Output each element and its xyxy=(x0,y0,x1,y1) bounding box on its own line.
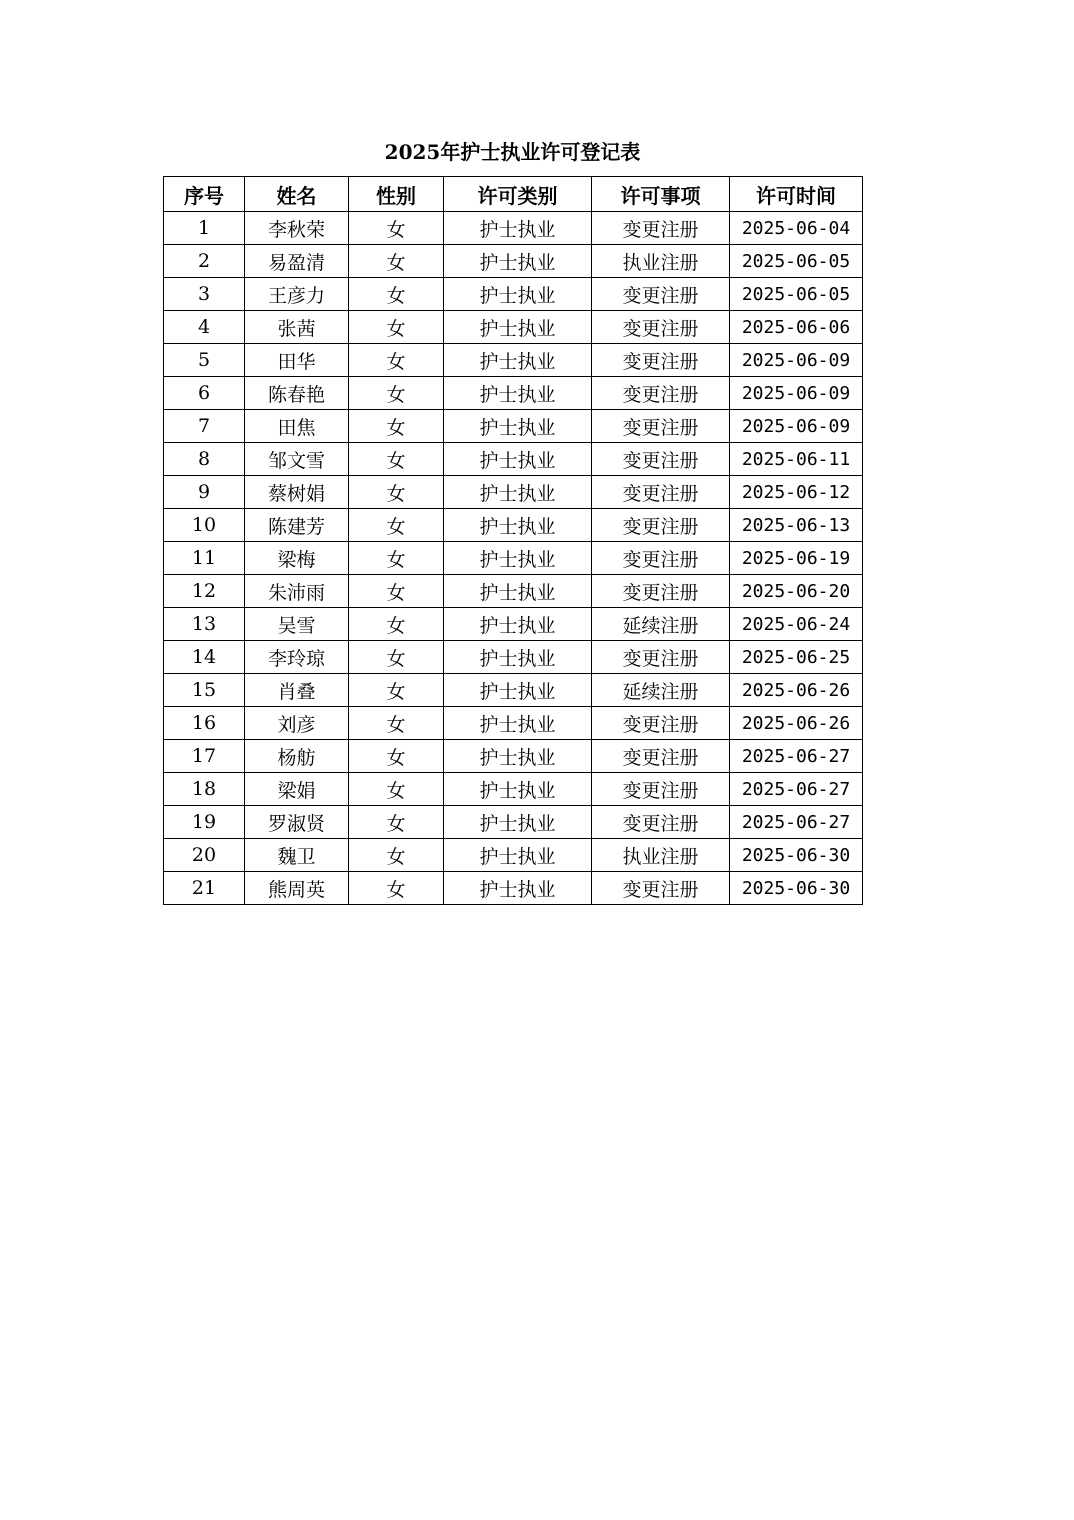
cell-name: 易盈清 xyxy=(245,245,349,278)
cell-license-category: 护士执业 xyxy=(444,311,592,344)
cell-gender: 女 xyxy=(349,212,444,245)
cell-gender: 女 xyxy=(349,542,444,575)
cell-license-date: 2025-06-09 xyxy=(730,377,863,410)
cell-license-item: 变更注册 xyxy=(592,476,730,509)
cell-name: 朱沛雨 xyxy=(245,575,349,608)
cell-gender: 女 xyxy=(349,608,444,641)
cell-license-date: 2025-06-30 xyxy=(730,872,863,905)
cell-index: 6 xyxy=(164,377,245,410)
cell-license-category: 护士执业 xyxy=(444,806,592,839)
cell-index: 1 xyxy=(164,212,245,245)
column-header-index: 序号 xyxy=(164,177,245,212)
cell-index: 14 xyxy=(164,641,245,674)
cell-license-item: 变更注册 xyxy=(592,311,730,344)
table-row xyxy=(164,608,863,641)
cell-gender: 女 xyxy=(349,707,444,740)
cell-license-item: 变更注册 xyxy=(592,542,730,575)
cell-license-item: 变更注册 xyxy=(592,575,730,608)
cell-license-item: 变更注册 xyxy=(592,641,730,674)
cell-license-date: 2025-06-30 xyxy=(730,839,863,872)
cell-index: 19 xyxy=(164,806,245,839)
cell-license-category: 护士执业 xyxy=(444,707,592,740)
cell-name: 李玲琼 xyxy=(245,641,349,674)
cell-license-category: 护士执业 xyxy=(444,608,592,641)
cell-index: 21 xyxy=(164,872,245,905)
cell-license-date: 2025-06-26 xyxy=(730,707,863,740)
cell-name: 肖叠 xyxy=(245,674,349,707)
cell-name: 田华 xyxy=(245,344,349,377)
license-register-table xyxy=(163,176,863,905)
cell-index: 13 xyxy=(164,608,245,641)
cell-gender: 女 xyxy=(349,674,444,707)
cell-license-category: 护士执业 xyxy=(444,476,592,509)
cell-index: 5 xyxy=(164,344,245,377)
table-row xyxy=(164,509,863,542)
cell-license-item: 变更注册 xyxy=(592,773,730,806)
cell-name: 李秋荣 xyxy=(245,212,349,245)
cell-index: 10 xyxy=(164,509,245,542)
cell-license-date: 2025-06-27 xyxy=(730,806,863,839)
cell-gender: 女 xyxy=(349,509,444,542)
cell-name: 魏卫 xyxy=(245,839,349,872)
cell-index: 18 xyxy=(164,773,245,806)
cell-name: 陈建芳 xyxy=(245,509,349,542)
table-row xyxy=(164,443,863,476)
cell-gender: 女 xyxy=(349,311,444,344)
cell-name: 陈春艳 xyxy=(245,377,349,410)
cell-license-date: 2025-06-19 xyxy=(730,542,863,575)
cell-license-category: 护士执业 xyxy=(444,377,592,410)
column-header-license-item: 许可事项 xyxy=(592,177,730,212)
cell-license-category: 护士执业 xyxy=(444,443,592,476)
table-header-row xyxy=(164,177,863,212)
cell-license-item: 变更注册 xyxy=(592,806,730,839)
cell-name: 熊周英 xyxy=(245,872,349,905)
cell-license-category: 护士执业 xyxy=(444,575,592,608)
column-header-license-category: 许可类别 xyxy=(444,177,592,212)
cell-license-date: 2025-06-12 xyxy=(730,476,863,509)
cell-gender: 女 xyxy=(349,641,444,674)
cell-gender: 女 xyxy=(349,245,444,278)
cell-license-category: 护士执业 xyxy=(444,641,592,674)
cell-index: 8 xyxy=(164,443,245,476)
cell-license-category: 护士执业 xyxy=(444,773,592,806)
column-header-name: 姓名 xyxy=(245,177,349,212)
table-row xyxy=(164,806,863,839)
table-row xyxy=(164,542,863,575)
column-header-gender: 性别 xyxy=(349,177,444,212)
cell-gender: 女 xyxy=(349,740,444,773)
cell-gender: 女 xyxy=(349,575,444,608)
page-title: 2025年护士执业许可登记表 xyxy=(384,140,641,164)
cell-license-date: 2025-06-09 xyxy=(730,344,863,377)
cell-license-date: 2025-06-11 xyxy=(730,443,863,476)
cell-index: 17 xyxy=(164,740,245,773)
cell-index: 9 xyxy=(164,476,245,509)
table-row xyxy=(164,377,863,410)
table-row xyxy=(164,773,863,806)
cell-name: 刘彦 xyxy=(245,707,349,740)
table-row xyxy=(164,872,863,905)
cell-license-item: 变更注册 xyxy=(592,212,730,245)
cell-gender: 女 xyxy=(349,410,444,443)
cell-license-item: 延续注册 xyxy=(592,608,730,641)
cell-license-date: 2025-06-26 xyxy=(730,674,863,707)
table-row xyxy=(164,344,863,377)
cell-index: 16 xyxy=(164,707,245,740)
cell-gender: 女 xyxy=(349,377,444,410)
cell-license-category: 护士执业 xyxy=(444,245,592,278)
cell-license-item: 执业注册 xyxy=(592,245,730,278)
table-row xyxy=(164,674,863,707)
cell-license-item: 变更注册 xyxy=(592,509,730,542)
cell-index: 7 xyxy=(164,410,245,443)
table-row xyxy=(164,410,863,443)
cell-gender: 女 xyxy=(349,872,444,905)
cell-name: 梁梅 xyxy=(245,542,349,575)
cell-license-category: 护士执业 xyxy=(444,410,592,443)
cell-name: 杨舫 xyxy=(245,740,349,773)
cell-license-category: 护士执业 xyxy=(444,872,592,905)
cell-license-category: 护士执业 xyxy=(444,740,592,773)
table-row xyxy=(164,278,863,311)
cell-license-category: 护士执业 xyxy=(444,839,592,872)
cell-index: 2 xyxy=(164,245,245,278)
cell-index: 12 xyxy=(164,575,245,608)
cell-license-item: 延续注册 xyxy=(592,674,730,707)
table-body xyxy=(164,212,863,905)
cell-license-category: 护士执业 xyxy=(444,278,592,311)
cell-license-category: 护士执业 xyxy=(444,212,592,245)
cell-license-date: 2025-06-20 xyxy=(730,575,863,608)
cell-license-date: 2025-06-04 xyxy=(730,212,863,245)
cell-license-item: 变更注册 xyxy=(592,410,730,443)
table-row xyxy=(164,575,863,608)
cell-license-category: 护士执业 xyxy=(444,509,592,542)
cell-license-date: 2025-06-27 xyxy=(730,740,863,773)
table-row xyxy=(164,212,863,245)
cell-gender: 女 xyxy=(349,443,444,476)
cell-index: 11 xyxy=(164,542,245,575)
table-row xyxy=(164,839,863,872)
cell-license-date: 2025-06-25 xyxy=(730,641,863,674)
cell-name: 吴雪 xyxy=(245,608,349,641)
cell-name: 张茜 xyxy=(245,311,349,344)
table-row xyxy=(164,245,863,278)
cell-license-date: 2025-06-27 xyxy=(730,773,863,806)
cell-license-item: 变更注册 xyxy=(592,377,730,410)
cell-index: 4 xyxy=(164,311,245,344)
cell-index: 15 xyxy=(164,674,245,707)
cell-license-date: 2025-06-05 xyxy=(730,245,863,278)
cell-license-item: 变更注册 xyxy=(592,443,730,476)
cell-gender: 女 xyxy=(349,476,444,509)
cell-license-category: 护士执业 xyxy=(444,674,592,707)
cell-license-category: 护士执业 xyxy=(444,344,592,377)
cell-name: 罗淑贤 xyxy=(245,806,349,839)
cell-gender: 女 xyxy=(349,773,444,806)
cell-license-item: 执业注册 xyxy=(592,839,730,872)
cell-license-date: 2025-06-09 xyxy=(730,410,863,443)
column-header-license-date: 许可时间 xyxy=(730,177,863,212)
cell-gender: 女 xyxy=(349,278,444,311)
cell-name: 蔡树娟 xyxy=(245,476,349,509)
table-row xyxy=(164,311,863,344)
cell-name: 梁娟 xyxy=(245,773,349,806)
cell-license-category: 护士执业 xyxy=(444,542,592,575)
table-row xyxy=(164,740,863,773)
cell-license-date: 2025-06-13 xyxy=(730,509,863,542)
table-row xyxy=(164,707,863,740)
cell-license-item: 变更注册 xyxy=(592,872,730,905)
cell-gender: 女 xyxy=(349,344,444,377)
cell-license-date: 2025-06-24 xyxy=(730,608,863,641)
cell-name: 田焦 xyxy=(245,410,349,443)
cell-gender: 女 xyxy=(349,839,444,872)
cell-name: 王彦力 xyxy=(245,278,349,311)
cell-license-item: 变更注册 xyxy=(592,278,730,311)
cell-name: 邹文雪 xyxy=(245,443,349,476)
cell-license-date: 2025-06-06 xyxy=(730,311,863,344)
cell-license-item: 变更注册 xyxy=(592,344,730,377)
table-row xyxy=(164,476,863,509)
cell-license-date: 2025-06-05 xyxy=(730,278,863,311)
cell-license-item: 变更注册 xyxy=(592,707,730,740)
cell-license-item: 变更注册 xyxy=(592,740,730,773)
cell-index: 20 xyxy=(164,839,245,872)
cell-gender: 女 xyxy=(349,806,444,839)
table-row xyxy=(164,641,863,674)
cell-index: 3 xyxy=(164,278,245,311)
